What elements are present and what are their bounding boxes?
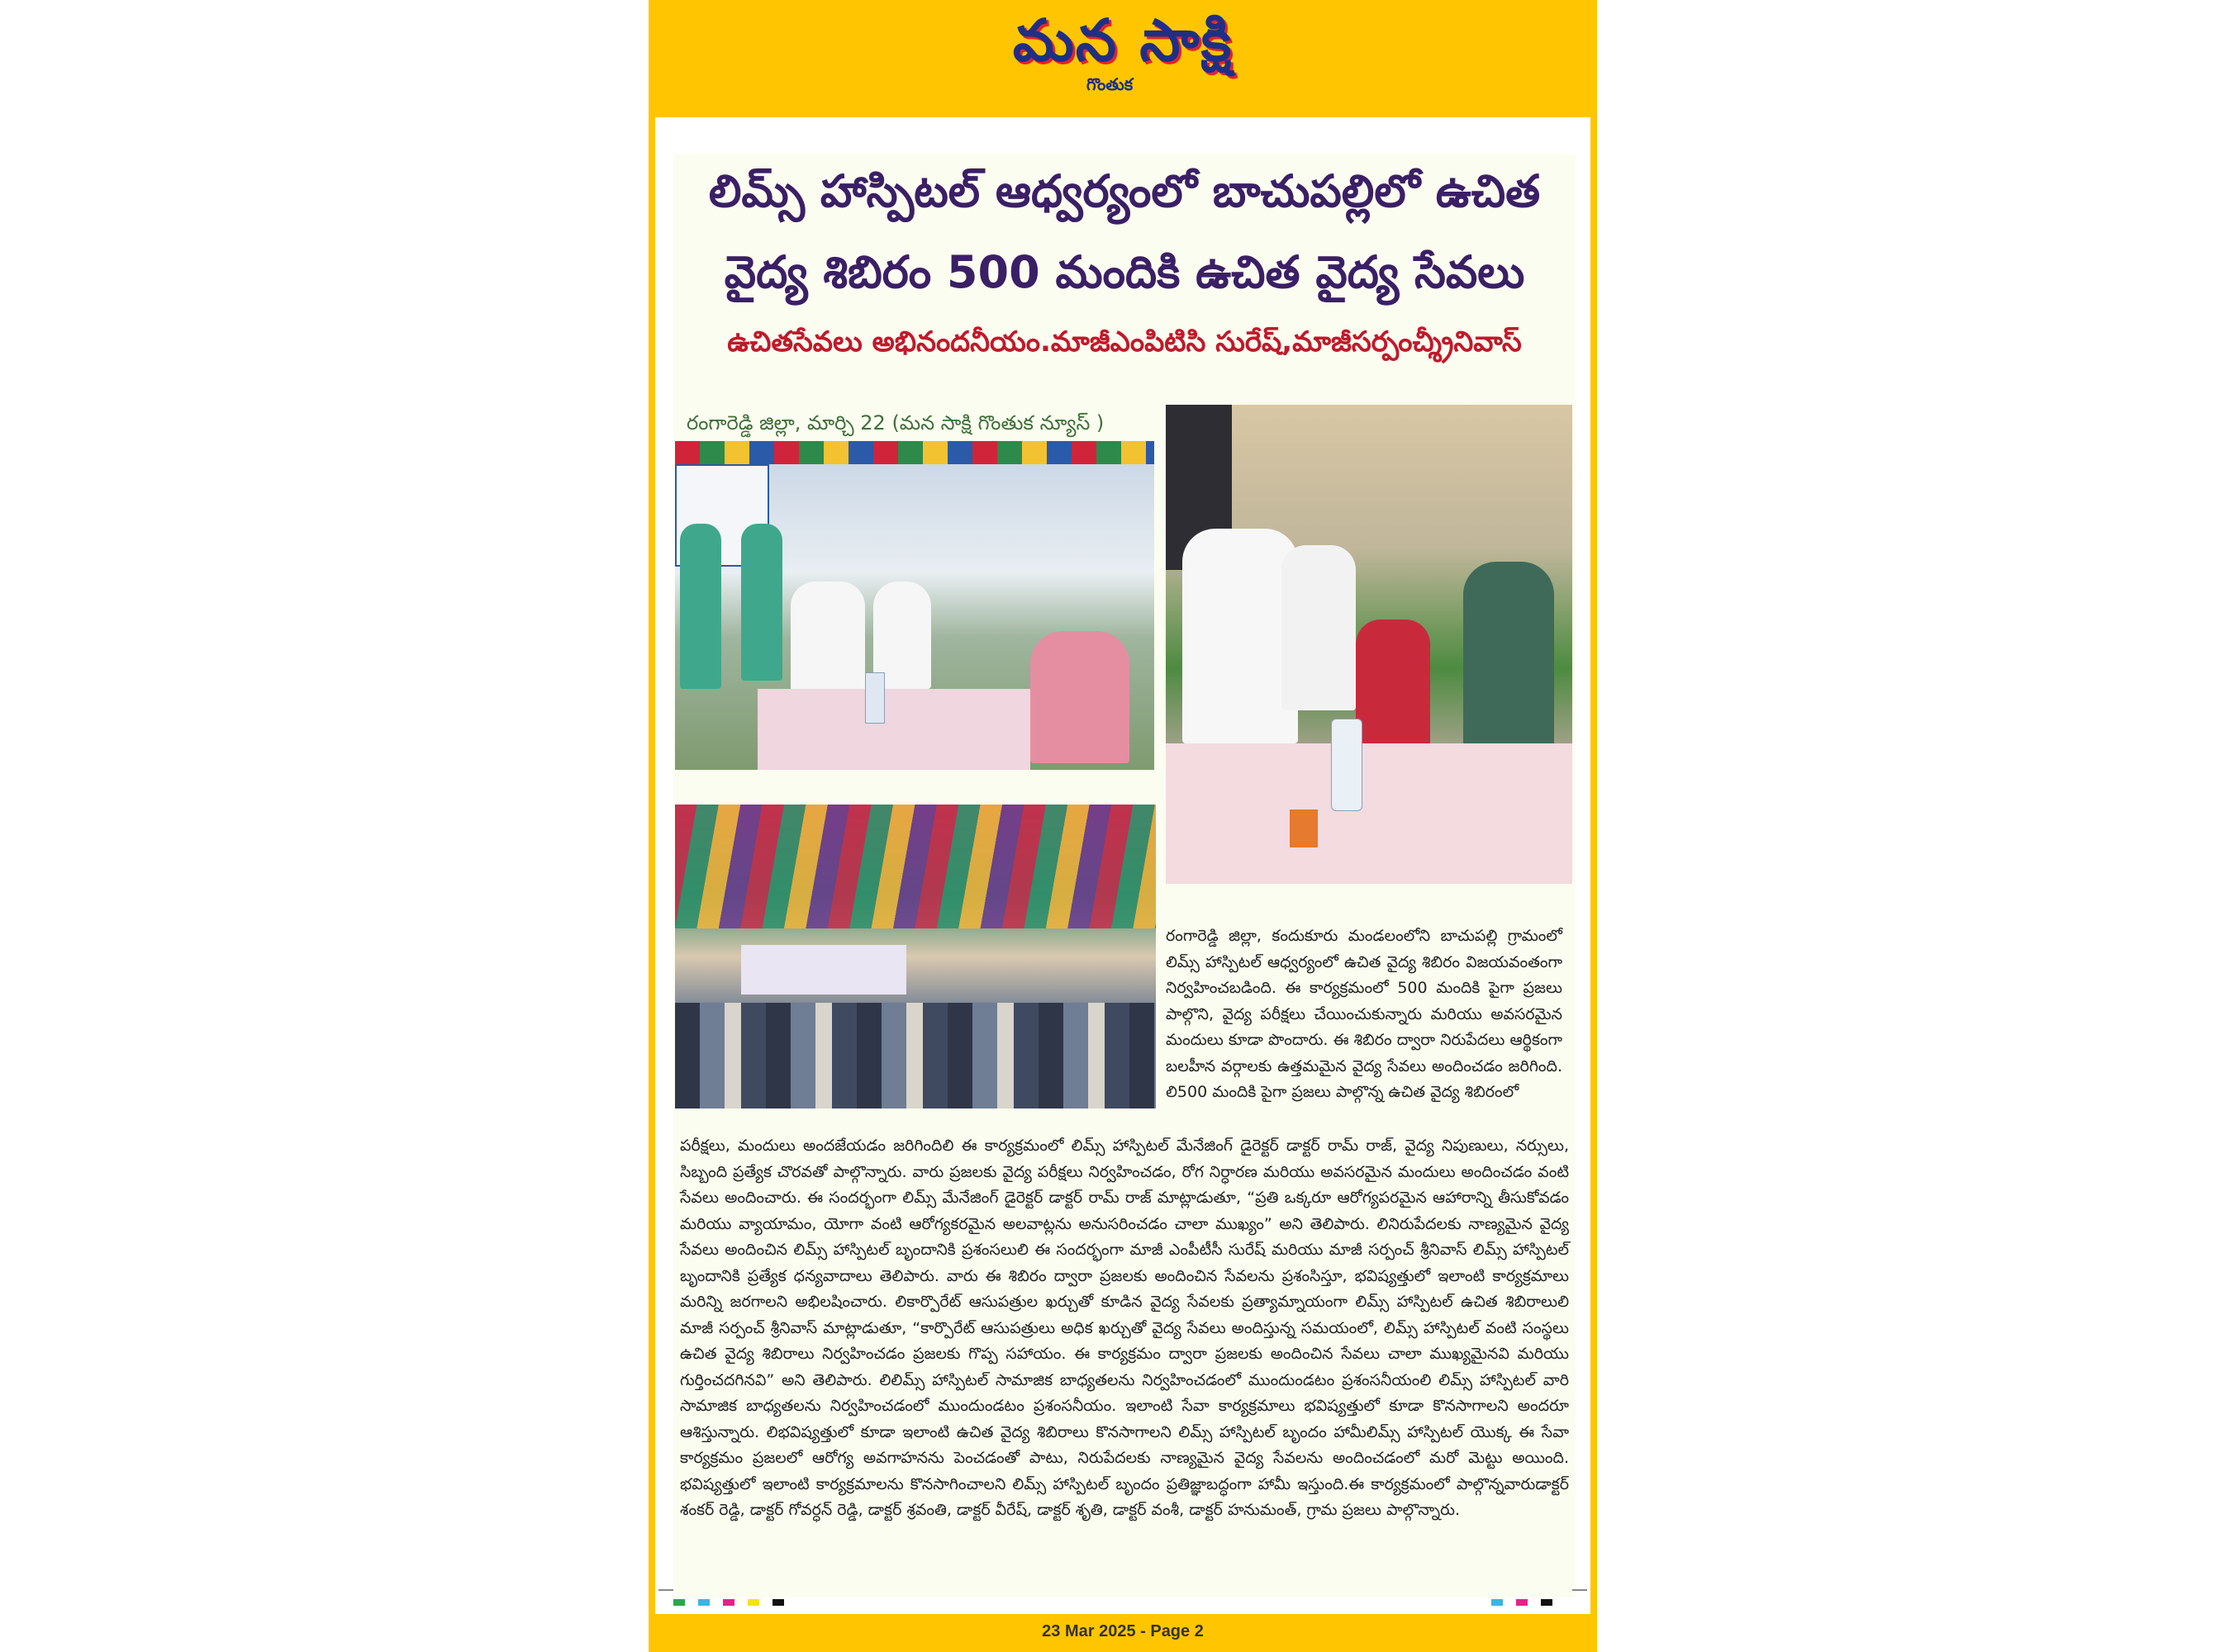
headline-line-1: లిమ్స్ హాస్పిటల్ ఆధ్వర్యంలో బాచుపల్లిలో ఉచిత: [708, 165, 1541, 217]
registration-mark: [1541, 1599, 1552, 1606]
newspaper-logo-subtitle: గొంతుక: [1086, 74, 1134, 94]
page-footer: [649, 1614, 1597, 1652]
subheadline: ఉచితసేవలు అభినందనీయం.మాజీఎంపిటిసి సురేష్,మాజీసర్పంచ్శ్రీనివాస్: [727, 325, 1522, 358]
masthead: [649, 0, 1597, 116]
paragraph-main-text: పరీక్షలు, మందులు అందజేయడం జరిగిందిలి ఈ కార్యక్రమంలో లిమ్స్ హాస్పిటల్ మేనేజింగ్ డైరెక్టర్ డాక్టర్ రామ్ రాజ్, వైద్య నిపుణులు, నర్సులు, సిబ్బంది ప్రత్యేక చొరవతో పాల్గొన్నారు. వారు ప్రజలకు వైద్య పరీక్షలు నిర్వహించడం, రోగ నిర్ధారణ మరియు అవసరమైన మందులు అందించడం వంటి సేవలు అందించారు. ఈ సందర్భంగా లిమ్స్ మేనేజింగ్ డైరెక్టర్ డాక్టర్ రామ్ రాజ్ మాట్లాడుతూ, “ప్రతి ఒక్కరూ ఆరోగ్యపరమైన ఆహారాన్ని తీసుకోవడం మరియు వ్యాయామం, యోగా వంటి ఆరోగ్యకరమైన అలవాట్లను అనుసరించడం చాలా ముఖ్యం” అని తెలిపారు. లినిరుపేదలకు నాణ్యమైన వైద్య సేవలు అందించిన లిమ్స్ హాస్పిటల్ బృందానికి ప్రశంసలులి ఈ సందర్భంగా మాజీ ఎంపీటీసీ సురేష్ మరియు మాజీ సర్పంచ్ శ్రీనివాస్ లిమ్స్ హాస్పిటల్ బృందానికి ప్రత్యేక ధన్యవాదాలు తెలిపారు. వారు ఈ శిబిరం ద్వారా ప్రజలకు అందించిన సేవలను ప్రశంసిస్తూ, భవిష్యత్తులో ఇలాంటి కార్యక్రమాలు మరిన్ని జరగాలని అభిలషించారు. లికార్పొరేట్ ఆసుపత్రుల ఖర్చుతో కూడిన వైద్య సేవలకు ప్రత్యామ్నాయంగా లిమ్స్ హాస్పిటల్ ఉచిత శిబిరాలులి మాజీ సర్పంచ్ శ్రీనివాస్ మాట్లాడుతూ, “కార్పొరేట్ ఆసుపత్రులు అధిక ఖర్చుతో వైద్య సేవలు అందిస్తున్న సమయంలో, లిమ్స్ హాస్పిటల్ వంటి సంస్థలు ఉచిత వైద్య శిబిరాలు నిర్వహించడం ప్రజలకు గొప్ప సహాయం. ఈ కార్యక్రమం ద్వారా ప్రజలకు అందించిన సేవలు చాలా ముఖ్యమైనవి మరియు గుర్తించదగినవి” అని తెలిపారు. లిలిమ్స్ హాస్పిటల్ సామాజిక బాధ్యతలను నిర్వహించడంలో ముందుండటం ప్రశంసనీయంలి లిమ్స్ హాస్పిటల్ వారి సామాజిక బాధ్యతలను నిర్వహించడంలో ముందుండటం ప్రశంసనీయం. ఇలాంటి సేవా కార్యక్రమాలు భవిష్యత్తులో కూడా కొనసాగాలని అందరూ ఆశిస్తున్నారు. లిభవిష్యత్తులో కూడా ఇలాంటి ఉచిత వైద్య శిబిరాలు కొనసాగాలని లిమ్స్ హాస్పిటల్ బృందం హామీలిమ్స్ హాస్పిటల్ యొక్క ఈ సేవా కార్యక్రమం ప్రజలలో ఆరోగ్య అవగాహనను పెంచడంతో పాటు, నిరుపేదలకు నాణ్యమైన వైద్య సేవలను అందించడంలో మరో మెట్టు అయింది. భవిష్యత్తులో ఇలాంటి కార్యక్రమాలను కొనసాగించాలని లిమ్స్ హాస్పిటల్ బృందం ప్రతిజ్ఞాబద్ధంగా హామీ ఇస్తుంది.ఈ కార్యక్రమంలో పాల్గొన్నవారుడాక్టర్ శంకర్ రెడ్డి, డాక్టర్ గోవర్ధన్ రెడ్డి, డాక్టర్ శ్రవంతి, డాక్టర్ వీరేష్, డాక్టర్ శృతి, డాక్టర్ వంశీ, డాక్టర్ హనుమంత్, గ్రామ ప్రజలు పాల్గొన్నారు.: [680, 1137, 1569, 1519]
photo-child-checkup: [1166, 405, 1572, 884]
news-article: [673, 154, 1576, 1597]
registration-mark: [772, 1599, 784, 1606]
headline-line-2: వైద్య శిబిరం 500 మందికి ఉచిత వైద్య సేవలు: [724, 246, 1525, 298]
photo-doctors-consulting: [675, 441, 1154, 770]
article-paragraph-intro: [1166, 923, 1562, 1106]
page-date-number: 23 Mar 2025 - Page 2: [1042, 1622, 1204, 1640]
registration-mark: [1491, 1599, 1503, 1606]
photo-camp-crowd: [675, 805, 1156, 1108]
crop-mark-left: [658, 1589, 673, 1591]
crop-mark-right: [1572, 1589, 1587, 1591]
paragraph-intro-text: రంగారెడ్డి జిల్లా, కందుకూరు మండలంలోని బాచుపల్లి గ్రామంలో లిమ్స్ హాస్పిటల్ ఆధ్వర్యంలో ఉచిత వైద్య శిబిరం విజయవంతంగా నిర్వహించబడింది. ఈ కార్యక్రమంలో 500 మందికి పైగా ప్రజలు పాల్గొని, వైద్య పరీక్షలు చేయించుకున్నారు మరియు అవసరమైన మందులు కూడా పొందారు. ఈ శిబిరం ద్వారా నిరుపేదలు ఆర్థికంగా బలహీన వర్గాలకు ఉత్తమమైన వైద్య సేవలు అందించడం జరిగింది. లి500 మందికి పైగా ప్రజలు పాల్గొన్న ఉచిత వైద్య శిబిరంలో: [1166, 927, 1562, 1101]
dateline: రంగారెడ్డి జిల్లా, మార్చి 22 (మన సాక్షి గొంతుక న్యూస్ ): [687, 411, 1105, 434]
registration-mark: [673, 1599, 685, 1606]
registration-mark: [1516, 1599, 1528, 1606]
page-sheet: [655, 117, 1590, 1614]
registration-mark: [698, 1599, 710, 1606]
registration-mark: [723, 1599, 734, 1606]
newspaper-page: [649, 0, 1597, 1652]
newspaper-logo: మన సాక్షి: [1012, 6, 1234, 74]
registration-mark: [748, 1599, 759, 1606]
article-paragraph-main: [680, 1133, 1569, 1524]
